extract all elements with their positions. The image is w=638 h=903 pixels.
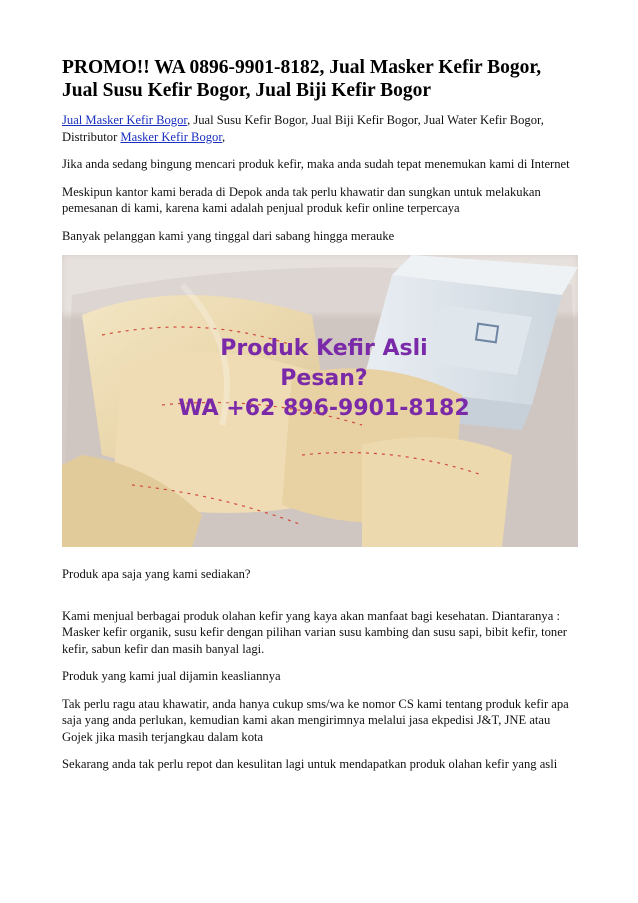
overlay-line-2: Pesan? xyxy=(280,366,368,391)
kefir-product-image xyxy=(62,255,578,547)
link-masker-kefir-bogor[interactable]: Masker Kefir Bogor xyxy=(120,129,223,144)
paragraph-6: Produk yang kami jual dijamin keasliannya xyxy=(62,669,281,683)
paragraph-3: Banyak pelanggan kami yang tinggal dari sabang hingga merauke xyxy=(62,228,395,243)
paragraph-8: Sekarang anda tak perlu repot dan kesulitan lagi untuk mendapatkan produk olahan kefir yang asli xyxy=(62,757,558,771)
overlay-line-3: WA +62 896-9901-8182 xyxy=(178,396,470,421)
paragraph-1: Jika anda sedang bingung mencari produk kefir, maka anda sudah tepat menemukan kami di Internet xyxy=(62,157,570,171)
intro-paragraph xyxy=(62,112,578,145)
link-jual-masker-kefir-bogor[interactable]: Jual Masker Kefir Bogor xyxy=(62,113,188,127)
paragraph-4: Produk apa saja yang kami sediakan? xyxy=(62,567,251,581)
product-photo xyxy=(62,255,578,547)
overlay-line-1: Produk Kefir Asli xyxy=(220,336,428,361)
page-title: PROMO!! WA 0896-9901-8182, Jual Masker Kefir Bogor, Jual Susu Kefir Bogor, Jual Biji Kefir Bogor xyxy=(62,57,542,101)
intro-text: , Jual Susu Kefir Bogor, Jual Biji Kefir Bogor, Jual Water Kefir Bogor, Distributor xyxy=(62,113,544,144)
document-page xyxy=(62,56,578,784)
paragraph-7: Tak perlu ragu atau khawatir, anda hanya cukup sms/wa ke nomor CS kami tentang produk kefir apa saja yang anda perlukan, kemudian kami akan mengirimnya melalui jasa ekpedisi J&T, JNE atau Gojek jika masih terjangkau dalam kota xyxy=(62,696,569,744)
paragraph-5: Kami menjual berbagai produk olahan kefir yang kaya akan manfaat bagi kesehatan. Diantaranya : Masker kefir organik, susu kefir dengan pilihan varian susu kambing dan susu sapi, bibit kefir, toner kefir, sabun kefir dan masih banyal lagi. xyxy=(62,608,568,656)
paragraph-2: Meskipun kantor kami berada di Depok anda tak perlu khawatir dan sungkan untuk melakukan pemesanan di kami, karena kami adalah penjual produk kefir online terpercaya xyxy=(62,184,541,215)
intro-text-end: , xyxy=(222,129,226,144)
